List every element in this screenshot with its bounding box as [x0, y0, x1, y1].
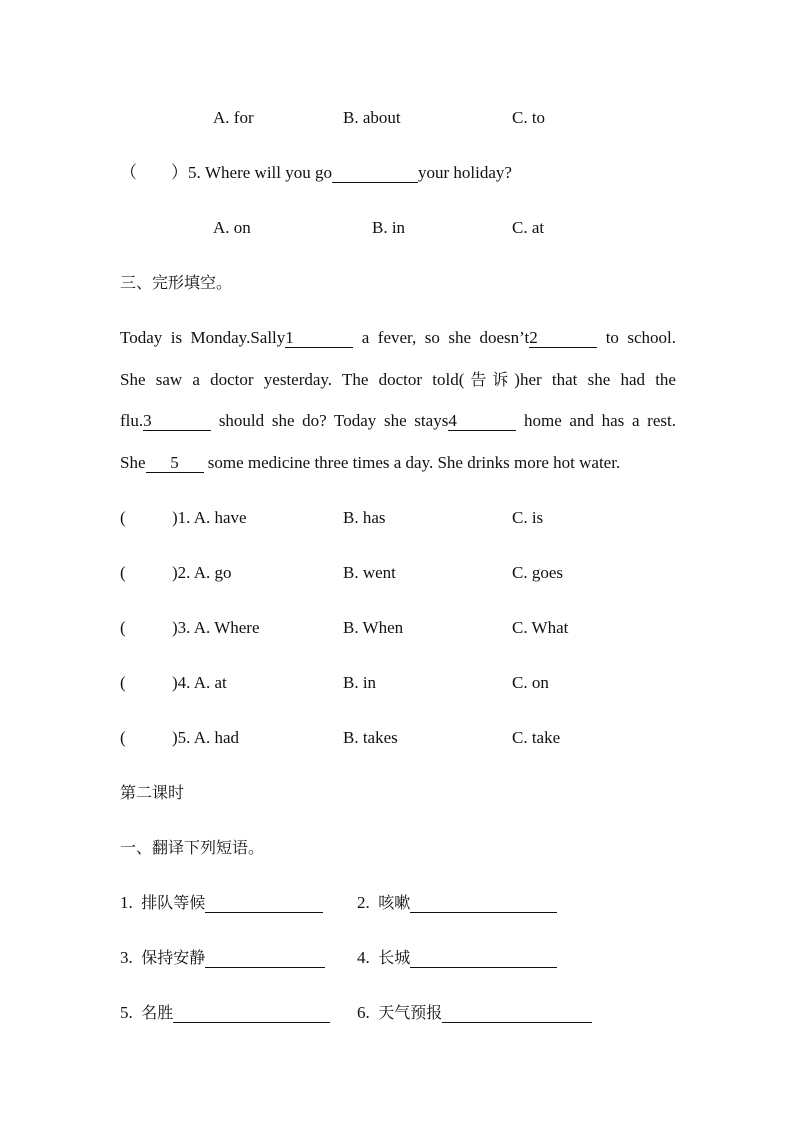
phrase-2	[357, 892, 557, 914]
passage-line-4: She 5 some medicine three times a day. She drinks more hot water.	[120, 453, 621, 472]
answer-blank[interactable]	[332, 164, 418, 183]
phrase-text: 保持安静	[141, 948, 206, 967]
answer-blank[interactable]	[410, 894, 557, 913]
section-title-cloze: 三、完形填空。	[120, 273, 233, 292]
phrase-text: 天气预报	[378, 1003, 443, 1022]
q4-option-a: A. for	[213, 108, 254, 127]
phrase-text: 咳嗽	[378, 893, 411, 912]
answer-bracket-open: (	[120, 618, 126, 637]
option-a: )3. A. Where	[172, 618, 260, 637]
answer-bracket-open: (	[120, 673, 126, 692]
phrase-text: 长城	[378, 948, 411, 967]
q5-prefix: 5. Where will you go	[188, 163, 332, 182]
option-c: C. goes	[512, 563, 563, 582]
cloze-blank-1: 1	[285, 329, 353, 348]
option-b: B. When	[343, 618, 404, 637]
answer-blank[interactable]	[205, 949, 325, 968]
option-b: B. went	[343, 563, 396, 582]
q4-option-b: B. about	[343, 108, 401, 127]
q5-suffix: your holiday?	[418, 163, 512, 182]
phrase-6	[357, 1002, 592, 1024]
cloze-blank-2: 2	[529, 329, 597, 348]
phrase-5	[120, 1002, 330, 1024]
option-a: )1. A. have	[172, 508, 247, 527]
q5-question	[120, 162, 512, 184]
answer-blank[interactable]	[205, 894, 323, 913]
phrase-1	[120, 892, 323, 914]
q4-option-c: C. to	[512, 108, 546, 127]
answer-blank[interactable]	[173, 1004, 330, 1023]
cloze-blank-3: 3	[143, 412, 211, 431]
lesson-title: 第二课时	[120, 783, 185, 802]
q5-option-c: C. at	[512, 218, 545, 237]
phrase-number: 4.	[357, 948, 370, 967]
option-c: C. take	[512, 728, 561, 747]
phrase-4	[357, 947, 557, 969]
phrase-text: 排队等候	[141, 893, 206, 912]
option-c: C. is	[512, 508, 544, 527]
q5-option-a: A. on	[213, 218, 251, 237]
option-a: )2. A. go	[172, 563, 232, 582]
answer-bracket-open: (	[120, 728, 126, 747]
passage-line-3: flu.3 should she do? Today she stays4 home and has a rest.	[120, 411, 676, 430]
q5-option-b: B. in	[372, 218, 406, 237]
section-title-translate: 一、翻译下列短语。	[120, 838, 265, 857]
passage-line-2: She saw a doctor yesterday. The doctor told(告诉)her that she had the	[120, 370, 676, 389]
passage-line-1: Today is Monday.Sally1 a fever, so she doesn’t2 to school.	[120, 328, 677, 347]
phrase-number: 5.	[120, 1003, 133, 1022]
answer-blank[interactable]	[410, 949, 557, 968]
phrase-number: 2.	[357, 893, 370, 912]
phrase-number: 6.	[357, 1003, 370, 1022]
option-c: C. on	[512, 673, 549, 692]
phrase-text: 名胜	[141, 1003, 174, 1022]
option-a: )5. A. had	[172, 728, 240, 747]
option-c: C. What	[512, 618, 569, 637]
phrase-3	[120, 947, 325, 969]
phrase-number: 1.	[120, 893, 133, 912]
answer-bracket: （ ）	[120, 163, 188, 182]
option-a: )4. A. at	[172, 673, 227, 692]
option-b: B. in	[343, 673, 377, 692]
phrase-number: 3.	[120, 948, 133, 967]
answer-blank[interactable]	[442, 1004, 592, 1023]
answer-bracket-open: (	[120, 508, 126, 527]
option-b: B. has	[343, 508, 386, 527]
cloze-blank-4: 4	[448, 412, 516, 431]
cloze-blank-5: 5	[146, 454, 204, 473]
answer-bracket-open: (	[120, 563, 126, 582]
option-b: B. takes	[343, 728, 398, 747]
